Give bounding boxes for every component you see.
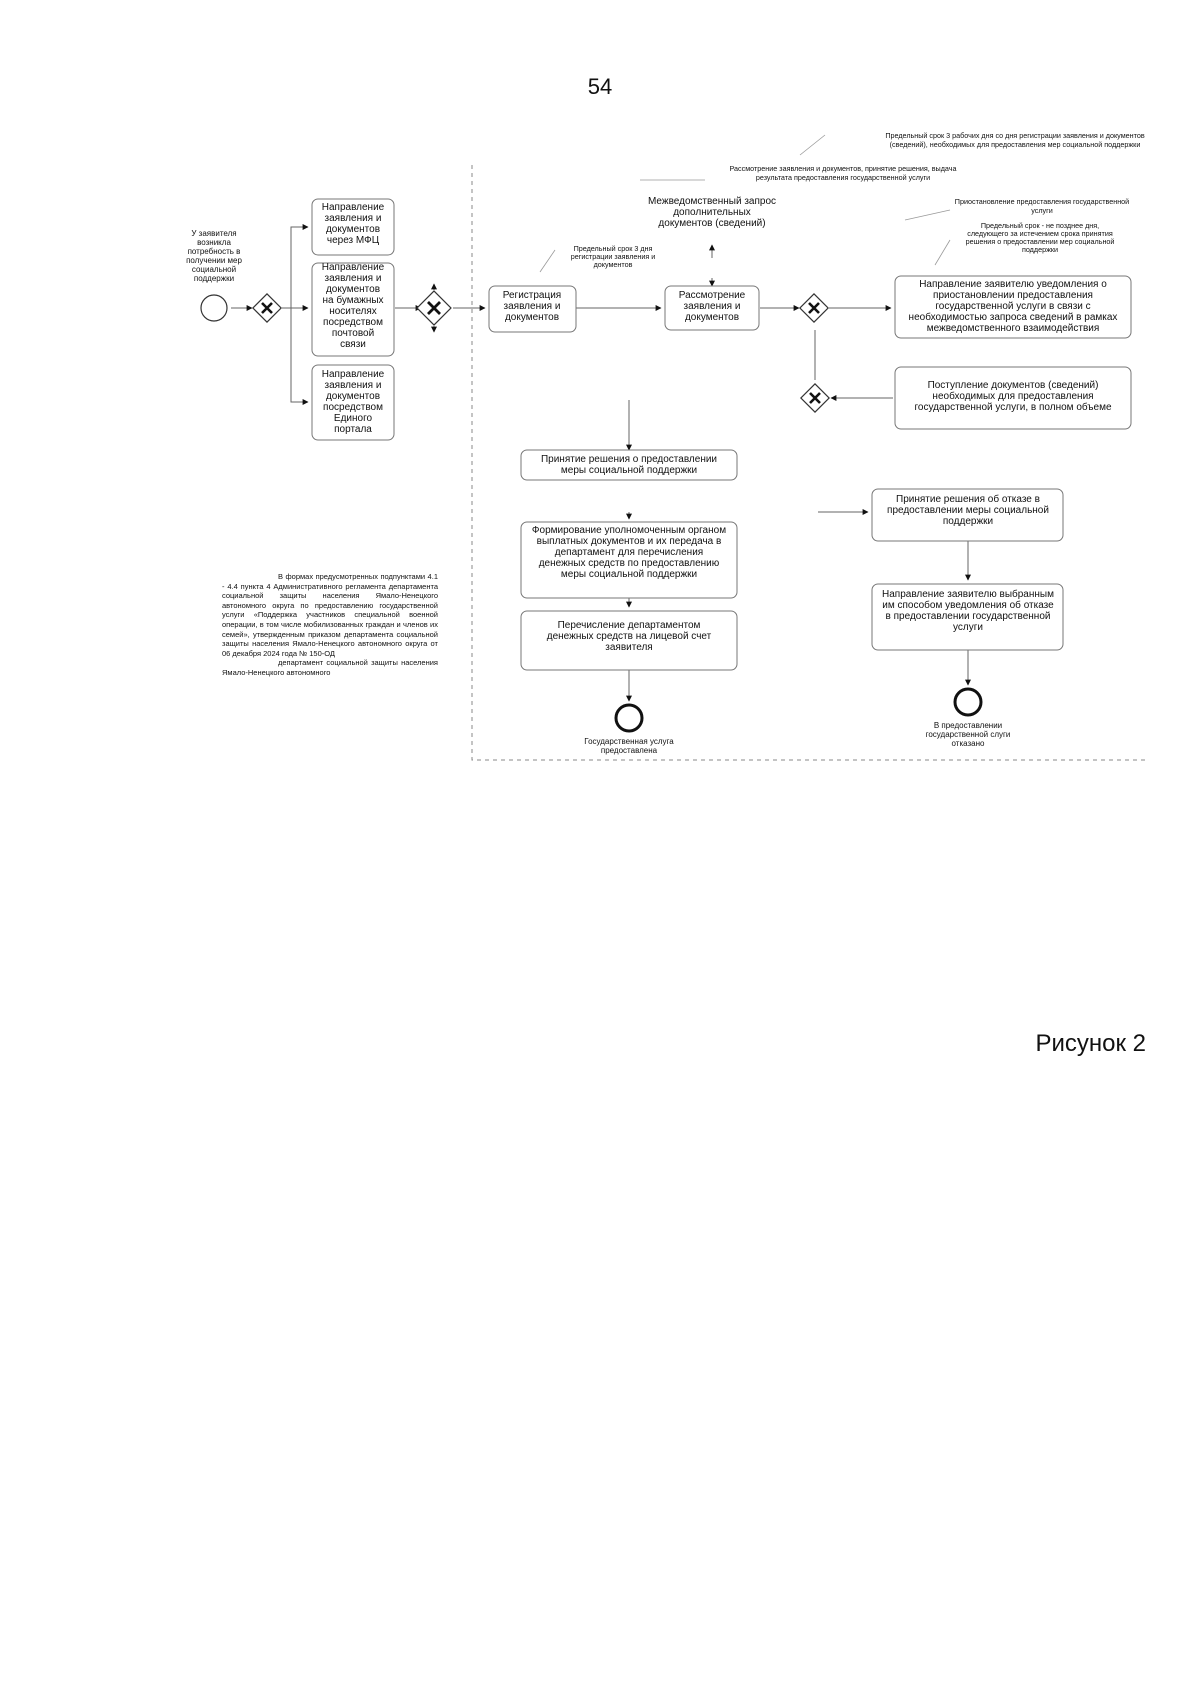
task-label: Регистрация заявления и документов	[502, 290, 562, 323]
side-note	[222, 572, 438, 678]
start-event	[201, 295, 227, 321]
side-note-paragraph: департамент социальной защиты населения Ямало-Ненецкого автономного	[222, 658, 438, 677]
task-label: Принятие решения о предоставлении меры социальной поддержки	[540, 454, 718, 476]
task-label: Межведомственный запрос дополнительных документов (сведений)	[647, 196, 777, 229]
end-event-refused	[955, 689, 981, 715]
annotation-text: Предельный срок 3 дня регистрации заявления и документов	[570, 244, 656, 269]
end-event-provided	[616, 705, 642, 731]
annotation-text: Приостановление предоставления государственной услуги	[954, 197, 1130, 215]
edge	[282, 227, 308, 308]
end-event-label: В предоставлении государственной слуги отказано	[925, 721, 1011, 748]
annotation-text: Рассмотрение заявления и документов, принятие решения, выдача результата предоставления государственной услуги	[729, 164, 957, 182]
task-label: Направление заявителю выбранным им способом уведомления об отказе в предоставлении государственной услуги	[882, 589, 1054, 633]
task-label: Принятие решения об отказе в предоставлении меры социальной поддержки	[887, 494, 1049, 527]
task-label: Рассмотрение заявления и документов	[678, 290, 746, 323]
process-diagram	[0, 0, 1200, 780]
start-event-label: У заявителя возникла потребность в получении мер социальной поддержки	[186, 229, 242, 283]
annotation-leader	[905, 210, 950, 220]
figure-caption: Рисунок 2	[1035, 1030, 1146, 1057]
side-note-paragraph: В формах предусмотренных подпунктами 4.1 - 4.4 пункта 4 Административного регламента департамента социальной защиты населения Ямало-Ненецкого автономного округа по предоставлению государственной услуги «Поддержка участников специальной военной операции, в том числе мобилизованных граждан и членов их семей», утвержденным приказом департамента социальной защиты населения Ямало-Ненецкого автономного округа от 06 декабря 2024 года № 150-ОД	[222, 572, 438, 658]
task-label: Формирование уполномоченным органом выплатных документов и их передача в департамент для перечисления денежных средств по предоставлению меры социальной поддержки	[531, 525, 727, 580]
page-number: 54	[587, 74, 613, 99]
exclusive-gateway-icon	[417, 291, 451, 325]
exclusive-gateway-icon	[253, 294, 281, 322]
annotation-leader	[935, 240, 950, 265]
annotation-text: Предельный срок - не позднее дня, следующего за истечением срока принятия решения о предоставлении мер социальной поддержки	[965, 221, 1115, 254]
exclusive-gateway-icon	[800, 294, 828, 322]
edge	[291, 308, 308, 402]
annotation-leader	[540, 250, 555, 272]
task-label: Направление заявителю уведомления о приостановлении предоставления государственной услуги в связи с необходимостью запроса сведений в рамках межведомственного взаимодействия	[908, 279, 1118, 334]
task-label: Направление заявления и документов на бумажных носителях посредством почтовой связи	[321, 262, 385, 350]
task-label: Поступление документов (сведений) необходимых для предоставления государственной услуги, в полном объеме	[914, 380, 1112, 413]
annotation-leader	[800, 135, 825, 155]
task-label: Направление заявления и документов через МФЦ	[321, 202, 385, 246]
annotation-text: Предельный срок 3 рабочих дня со дня регистрации заявления и документов (сведений), необходимых для предоставления мер социальной поддержки	[885, 131, 1145, 149]
task-label: Направление заявления и документов посредством Единого портала	[321, 369, 385, 435]
task-label: Перечисление департаментом денежных средств на лицевой счет заявителя	[546, 620, 712, 653]
exclusive-gateway-icon	[801, 384, 829, 412]
end-event-label: Государственная услуга предоставлена	[584, 737, 674, 755]
